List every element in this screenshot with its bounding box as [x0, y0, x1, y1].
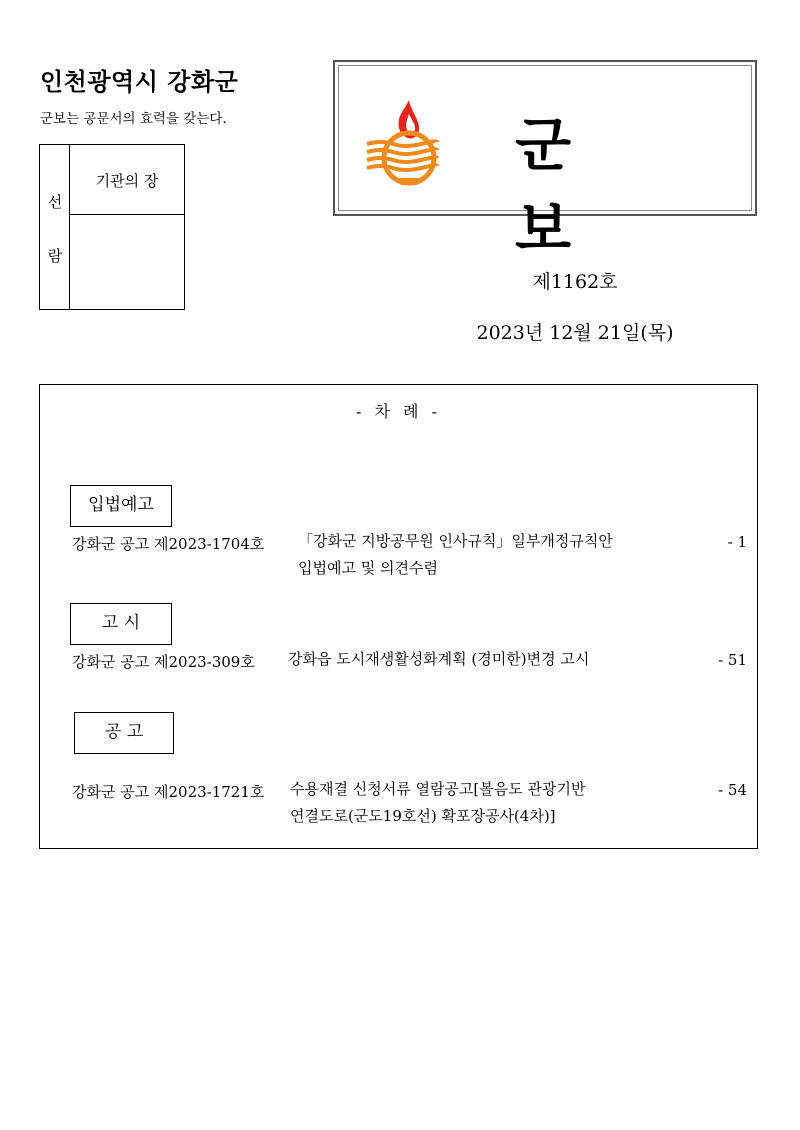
- entry-page: - 54: [718, 781, 747, 799]
- entry-title-line1: 「강화군 지방공무원 인사규칙」일부개정규칙안: [298, 532, 613, 550]
- approval-header: 기관의 장: [70, 145, 184, 215]
- issue-date: 2023년 12월 21일(목): [476, 322, 674, 344]
- toc-title: - 차 례 -: [356, 402, 441, 421]
- entry-title-line2: 연결도로(군도19호선) 확포장공사(4차)]: [290, 807, 556, 825]
- masthead-title: 군 보: [515, 111, 632, 263]
- issue-number: 제1162호: [532, 271, 618, 293]
- gangwha-county-logo-icon: [363, 92, 451, 188]
- approval-label-char: 선: [47, 193, 63, 211]
- approval-label-char: 람: [47, 247, 63, 265]
- table-of-contents: [39, 384, 758, 849]
- publisher-block: [40, 62, 238, 127]
- entry-page: - 1: [727, 533, 747, 551]
- entry-title-line1: 강화읍 도시재생활성화계획 (경미한)변경 고시: [288, 650, 590, 668]
- entry-id: 강화군 공고 제2023-309호: [72, 653, 255, 671]
- org-subtitle: 군보는 공문서의 효력을 갖는다.: [40, 111, 227, 127]
- section-label-legislation: 입법예고: [70, 485, 172, 527]
- entry-id: 강화군 공고 제2023-1704호: [72, 535, 265, 553]
- entry-id: 강화군 공고 제2023-1721호: [72, 783, 265, 801]
- entry-title-line1: 수용재결 신청서류 열람공고[볼음도 관광기반: [290, 780, 586, 798]
- entry-title-line2: 입법예고 및 의견수렴: [298, 559, 438, 577]
- section-label-announcement: 공 고: [74, 712, 174, 754]
- entry-page: - 51: [718, 651, 747, 669]
- masthead: [333, 60, 757, 263]
- org-title: 인천광역시 강화군: [40, 68, 239, 96]
- section-label-notice: 고 시: [70, 603, 172, 645]
